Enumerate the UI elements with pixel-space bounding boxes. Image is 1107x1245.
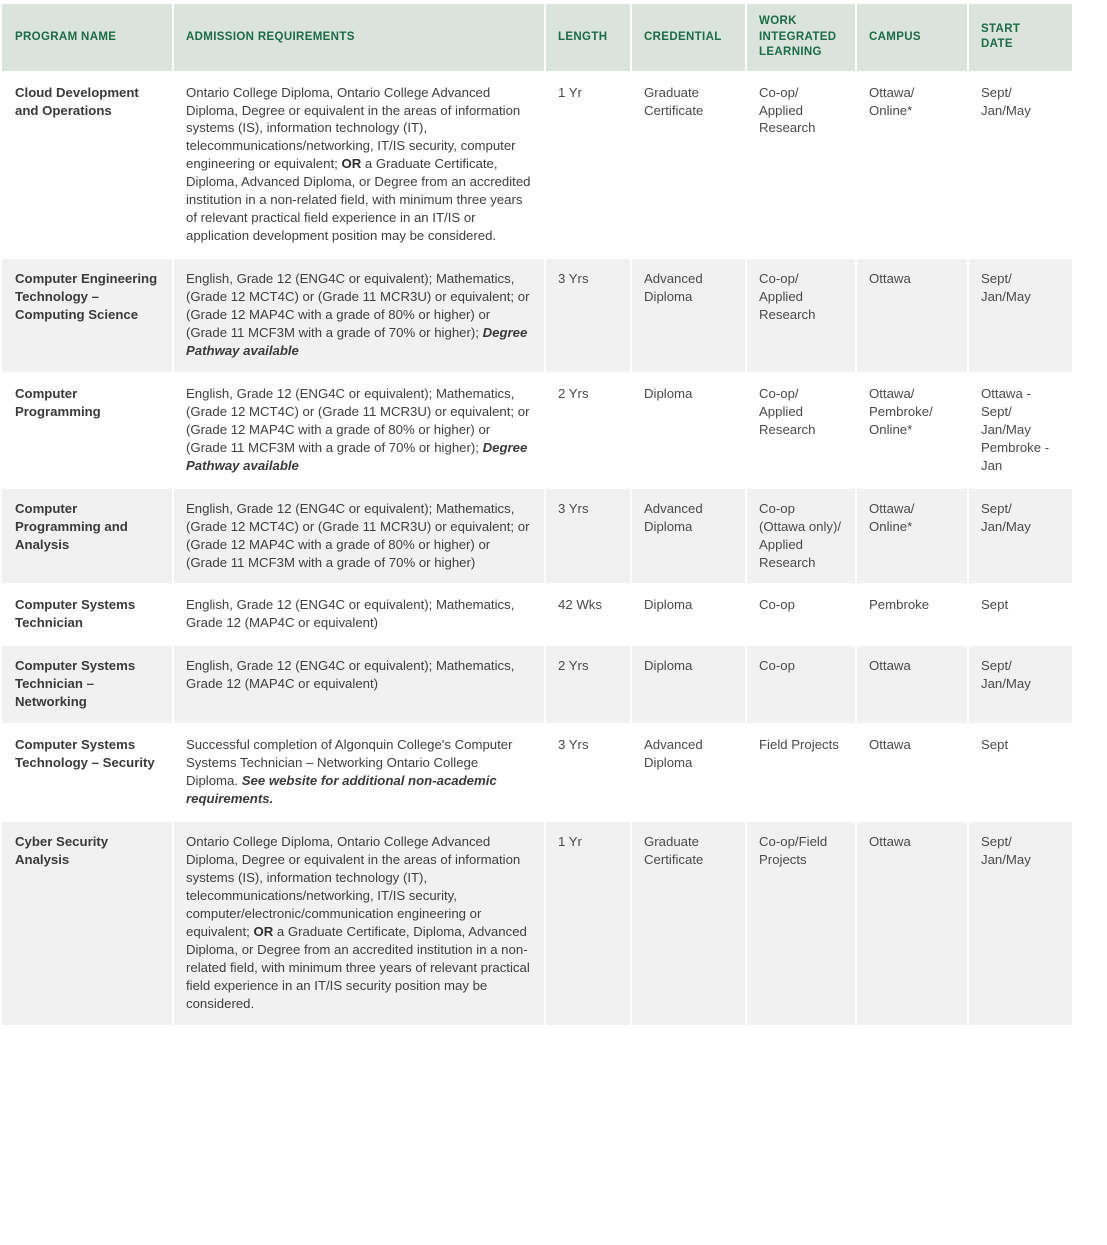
cell-campus: Ottawa [857,259,967,372]
cell-admission-requirements: English, Grade 12 (ENG4C or equivalent); Mathematics, (Grade 12 MCT4C) or (Grade 11 MCR3U) or equivalent; or (Grade 12 MAP4C with a grade of 80% or higher) or (Grade 11 MCF3M with a grade of 70% or higher) [174,489,544,584]
column-header-campus: CAMPUS [857,4,967,71]
cell-campus: Ottawa/ Online* [857,489,967,584]
cell-credential: Advanced Diploma [632,259,745,372]
column-header-work-integrated-learning: WORK INTEGRATED LEARNING [747,4,855,71]
cell-work-integrated-learning: Field Projects [747,725,855,820]
cell-admission-requirements: Ontario College Diploma, Ontario College Advanced Diploma, Degree or equivalent in the areas of information systems (IS), information technology (IT), telecommunications/networking, IT/IS security, computer engineering or equivalent; OR a Graduate Certificate, Diploma, Advanced Diploma, or Degree from an accredited institution in a non-related field, with minimum three years of relevant practical field experience in an IT/IS or application development position may be considered. [174,73,544,258]
cell-work-integrated-learning: Co-op/ Applied Research [747,374,855,487]
cell-work-integrated-learning: Co-op/Field Projects [747,822,855,1025]
cell-credential: Diploma [632,374,745,487]
cell-start-date: Ottawa - Sept/ Jan/May Pembroke - Jan [969,374,1072,487]
cell-credential: Diploma [632,646,745,723]
column-header-start-date: START DATE [969,4,1072,71]
cell-length: 2 Yrs [546,646,630,723]
program-comparison-table [0,2,1074,1027]
cell-work-integrated-learning: Co-op [747,585,855,644]
cell-start-date: Sept/ Jan/May [969,822,1072,1025]
column-header-program-name: PROGRAM NAME [2,4,172,71]
table-row [2,585,1072,644]
cell-program-name: Cloud Development and Operations [2,73,172,258]
cell-work-integrated-learning: Co-op [747,646,855,723]
cell-program-name: Computer Engineering Technology – Computing Science [2,259,172,372]
cell-length: 1 Yr [546,822,630,1025]
cell-work-integrated-learning: Co-op/ Applied Research [747,73,855,258]
cell-admission-requirements: Successful completion of Algonquin College's Computer Systems Technician – Networking Ontario College Diploma. See website for additional non-academic requirements. [174,725,544,820]
cell-admission-requirements: English, Grade 12 (ENG4C or equivalent); Mathematics, Grade 12 (MAP4C or equivalent) [174,585,544,644]
cell-admission-requirements: English, Grade 12 (ENG4C or equivalent); Mathematics, (Grade 12 MCT4C) or (Grade 11 MCR3U) or equivalent; or (Grade 12 MAP4C with a grade of 80% or higher) or (Grade 11 MCF3M with a grade of 70% or higher); Degree Pathway available [174,259,544,372]
cell-start-date: Sept/ Jan/May [969,73,1072,258]
cell-campus: Pembroke [857,585,967,644]
cell-admission-requirements: Ontario College Diploma, Ontario College Advanced Diploma, Degree or equivalent in the areas of information systems (IS), information technology (IT), telecommunications/networking, IT/IS security, computer/electronic/communication engineering or equivalent; OR a Graduate Certificate, Diploma, Advanced Diploma, or Degree from an accredited institution in a non-related field, with minimum three years of relevant practical field experience in an IT/IS security position may be considered. [174,822,544,1025]
column-header-admission-requirements: ADMISSION REQUIREMENTS [174,4,544,71]
cell-length: 2 Yrs [546,374,630,487]
cell-work-integrated-learning: Co-op/ Applied Research [747,259,855,372]
table-row [2,489,1072,584]
cell-credential: Graduate Certificate [632,73,745,258]
cell-length: 3 Yrs [546,489,630,584]
table-row [2,259,1072,372]
cell-length: 3 Yrs [546,259,630,372]
cell-program-name: Cyber Security Analysis [2,822,172,1025]
cell-start-date: Sept [969,725,1072,820]
table-row [2,374,1072,487]
cell-campus: Ottawa/ Pembroke/ Online* [857,374,967,487]
cell-program-name: Computer Programming and Analysis [2,489,172,584]
cell-program-name: Computer Programming [2,374,172,487]
cell-length: 1 Yr [546,73,630,258]
cell-length: 42 Wks [546,585,630,644]
cell-campus: Ottawa [857,822,967,1025]
column-header-length: LENGTH [546,4,630,71]
cell-admission-requirements: English, Grade 12 (ENG4C or equivalent); Mathematics, (Grade 12 MCT4C) or (Grade 11 MCR3U) or equivalent; or (Grade 12 MAP4C with a grade of 80% or higher) or (Grade 11 MCF3M with a grade of 70% or higher); Degree Pathway available [174,374,544,487]
table-row [2,822,1072,1025]
cell-program-name: Computer Systems Technology – Security [2,725,172,820]
cell-campus: Ottawa [857,725,967,820]
cell-campus: Ottawa/ Online* [857,73,967,258]
table-header [2,4,1072,71]
cell-credential: Diploma [632,585,745,644]
cell-admission-requirements: English, Grade 12 (ENG4C or equivalent); Mathematics, Grade 12 (MAP4C or equivalent) [174,646,544,723]
cell-credential: Advanced Diploma [632,489,745,584]
cell-start-date: Sept [969,585,1072,644]
cell-credential: Graduate Certificate [632,822,745,1025]
table-body [2,73,1072,1025]
column-header-credential: CREDENTIAL [632,4,745,71]
cell-work-integrated-learning: Co-op (Ottawa only)/ Applied Research [747,489,855,584]
table-row [2,646,1072,723]
cell-start-date: Sept/ Jan/May [969,259,1072,372]
table-row [2,725,1072,820]
cell-start-date: Sept/ Jan/May [969,489,1072,584]
table-row [2,73,1072,258]
table-header-row [2,4,1072,71]
cell-length: 3 Yrs [546,725,630,820]
cell-campus: Ottawa [857,646,967,723]
cell-credential: Advanced Diploma [632,725,745,820]
cell-program-name: Computer Systems Technician – Networking [2,646,172,723]
cell-start-date: Sept/ Jan/May [969,646,1072,723]
cell-program-name: Computer Systems Technician [2,585,172,644]
